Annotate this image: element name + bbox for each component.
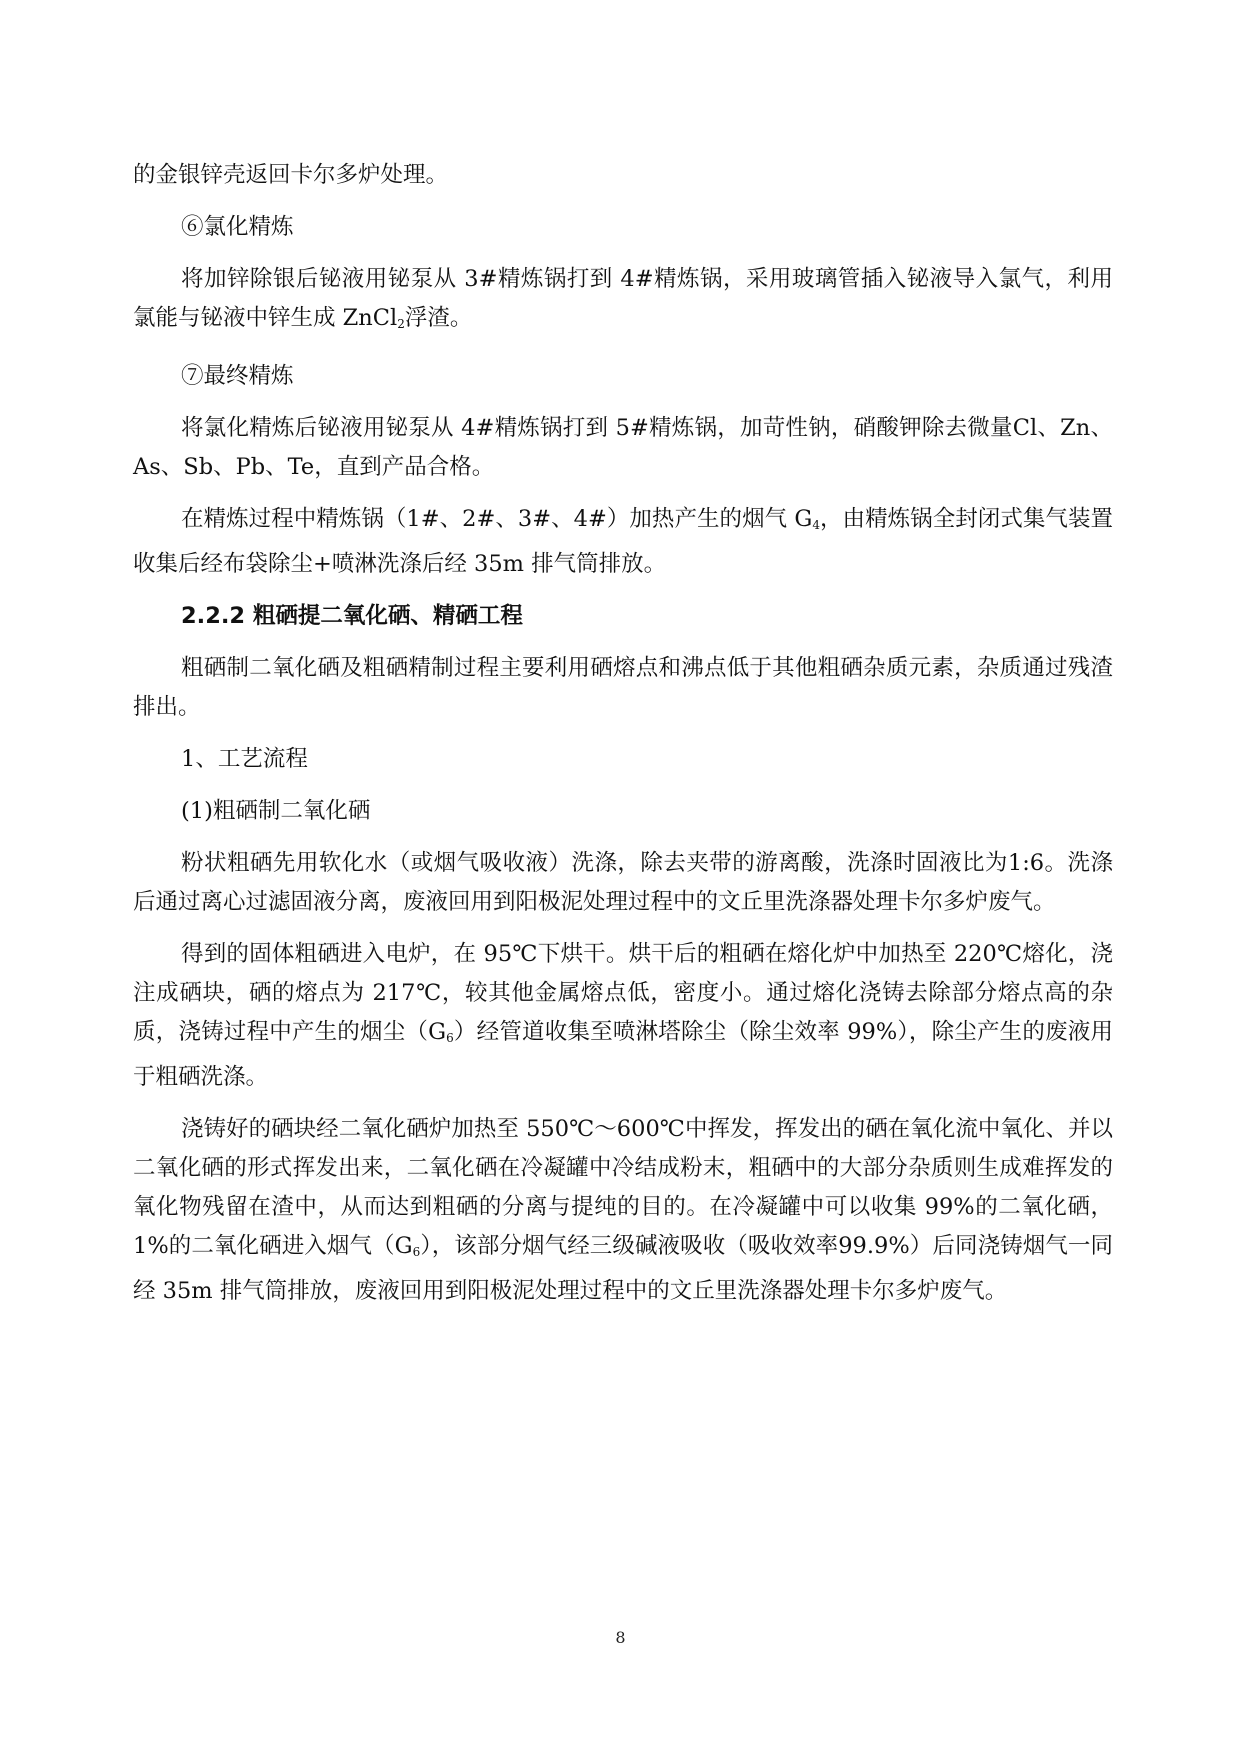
subscript: 2 — [397, 317, 405, 331]
section-heading: 2.2.2 粗硒提二氧化硒、精硒工程 — [181, 603, 523, 629]
paragraph-text: ，由精炼锅全封闭式集气装置收集后经布袋除尘+喷淋洗涤后经 35m 排气筒排放。 — [133, 506, 1113, 577]
paragraph-continuation: 的金银锌壳返回卡尔多炉处理。 — [133, 162, 449, 188]
item-heading-final-refining: ⑦最终精炼 — [181, 363, 294, 389]
paragraph-text: 得到的固体粗硒进入电炉，在 95℃下烘干。烘干后的粗硒在熔化炉中加热至 220℃熔化，浇注成硒块，硒的熔点为 217℃，较其他金属熔点低，密度小。通过熔化浇铸去除部分熔点高的杂质，浇铸过程中产生的烟尘（G — [133, 941, 1113, 1045]
paragraph-final-refining: 将氯化精炼后铋液用铋泵从 4#精炼锅打到 5#精炼锅，加苛性钠，硝酸钾除去微量Cl、Zn、As、Sb、Pb、Te，直到产品合格。 — [133, 415, 1113, 480]
paragraph-volatilization — [133, 1110, 1113, 1311]
paragraph-text: 将加锌除银后铋液用铋泵从 3#精炼锅打到 4#精炼锅，采用玻璃管插入铋液导入氯气，利用氯能与铋液中锌生成 ZnCl — [133, 266, 1113, 331]
paragraph-text: ），该部分烟气经三级碱液吸收（吸收效率99.9%）后同浇铸烟气一同经 35m 排气筒排放，废液回用到阳极泥处理过程中的文丘里洗涤器处理卡尔多炉废气。 — [133, 1233, 1113, 1304]
paragraph-flue-gas — [133, 500, 1113, 584]
paragraph-text: 浇铸好的硒块经二氧化硒炉加热至 550℃～600℃中挥发，挥发出的硒在氧化流中氧化、并以二氧化硒的形式挥发出来，二氧化硒在冷凝罐中冷结成粉末，粗硒中的大部分杂质则生成难挥发的氧化物残留在渣中，从而达到粗硒的分离与提纯的目的。在冷凝罐中可以收集 99%的二氧化硒，1%的二氧化硒进入烟气（G — [133, 1116, 1113, 1259]
subscript: 4 — [812, 518, 820, 532]
paragraph-text: 在精炼过程中精炼锅（1#、2#、3#、4#）加热产生的烟气 G — [181, 506, 813, 532]
paragraph-drying — [133, 935, 1113, 1097]
item-heading-chlorination: ⑥氯化精炼 — [181, 214, 294, 240]
paragraph-chlorination — [133, 260, 1113, 344]
subheading-process-flow: 1、工艺流程 — [181, 746, 308, 772]
paragraph-washing: 粉状粗硒先用软化水（或烟气吸收液）洗涤，除去夹带的游离酸，洗涤时固液比为1:6。洗涤后通过离心过滤固液分离，废液回用到阳极泥处理过程中的文丘里洗涤器处理卡尔多炉废气。 — [133, 850, 1113, 915]
subheading-crude-selenium: (1)粗硒制二氧化硒 — [181, 798, 371, 824]
page-number: 8 — [615, 1628, 626, 1647]
paragraph-text: 浮渣。 — [404, 305, 473, 331]
paragraph-intro: 粗硒制二氧化硒及粗硒精制过程主要利用硒熔点和沸点低于其他粗硒杂质元素，杂质通过残渣排出。 — [133, 655, 1113, 720]
document-body — [133, 156, 1113, 1324]
paragraph-text: ）经管道收集至喷淋塔除尘（除尘效率 99%），除尘产生的废液用于粗硒洗涤。 — [133, 1019, 1113, 1090]
subscript: 6 — [412, 1245, 421, 1259]
subscript: 6 — [446, 1031, 454, 1045]
